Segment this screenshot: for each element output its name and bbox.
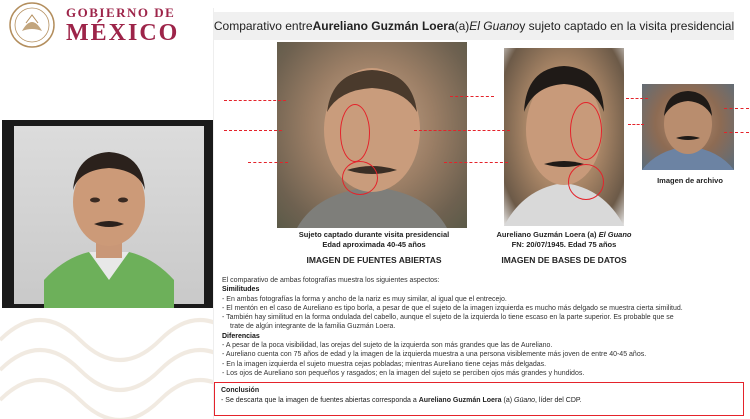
connector-line [450, 96, 494, 97]
similarity-item-cont: trate de algún integrante de la familia Guzmán Loera. [230, 323, 396, 331]
government-header [0, 0, 210, 50]
connector-line [724, 108, 749, 109]
similarities-heading: Similitudes [222, 286, 260, 294]
analysis-text [222, 276, 747, 378]
chin-highlight-db [568, 164, 604, 200]
open-source-caption: Sujeto captado durante visita presidencial Edad aproximada 40-45 años [298, 230, 450, 250]
difference-item: - A pesar de la poca visibilidad, las orejas del sujeto de la izquierda son más grandes que las de Aureliano. [222, 342, 553, 350]
connector-line [224, 130, 282, 131]
conclusion-box [214, 382, 744, 416]
connector-line [248, 162, 288, 163]
conclusion-heading: Conclusión [221, 387, 260, 394]
difference-item: - Aureliano cuenta con 75 años de edad y la imagen de la izquierda muestra a una persona visiblemente más joven de entre 40-45 años. [222, 351, 647, 359]
database-photo [504, 48, 624, 226]
nose-highlight-db [570, 102, 602, 160]
difference-item: - En la imagen izquierda el sujeto muestra cejas pobladas; mientras Aureliano tiene cejas más delgadas. [222, 360, 547, 368]
database-caption: Aureliano Guzmán Loera (a) El Guano FN: 20/07/1945. Edad 75 años [496, 230, 632, 250]
database-label: IMAGEN DE BASES DE DATOS [501, 255, 627, 265]
conclusion-text: - Se descarta que la imagen de fuentes abiertas corresponda a Aureliano Guzmán Loera (a) Güano, líder del CDP. [221, 396, 582, 404]
connector-line [444, 162, 508, 163]
archive-photo [642, 84, 734, 170]
gov-line2: MÉXICO [66, 19, 180, 46]
subject-photo-left [2, 120, 214, 308]
document-title: Comparativo entre Aureliano Guzmán Loera (a) El Guano y sujeto captado en la visita presidencial [214, 12, 734, 40]
similarity-item: - En ambas fotografías la forma y ancho de la nariz es muy similar, al igual que el entrecejo. [222, 295, 507, 303]
intro-text: El comparativo de ambas fotografías muestra los siguientes aspectos: [222, 277, 440, 284]
nose-highlight [340, 104, 370, 162]
similarity-item: - También hay similitud en la forma ondulada del cabello, aunque el sujeto de la izquierda lo tiene escaso en la parte superior. Es probable que se [222, 314, 674, 322]
government-wordmark [66, 6, 179, 45]
connector-line [628, 124, 644, 125]
chin-highlight [342, 161, 378, 195]
open-source-photo [277, 42, 467, 228]
comparison-document [213, 8, 750, 419]
connector-line [626, 98, 648, 99]
connector-line [724, 132, 749, 133]
open-source-label: IMAGEN DE FUENTES ABIERTAS [306, 255, 442, 265]
gov-line1: GOBIERNO DE [66, 4, 176, 20]
archive-caption: Imagen de archivo [657, 176, 723, 185]
connector-line [224, 100, 286, 101]
national-seal-icon [8, 1, 56, 49]
decorative-pattern [0, 310, 215, 419]
similarity-item: - El mentón en el caso de Aureliano es tipo borla, a pesar de que el sujeto de la imagen izquierda es mucho más delgado se muestra cierta similitud. [222, 304, 683, 312]
connector-line [414, 130, 510, 131]
portrait-figure [44, 140, 174, 308]
difference-item: - Los ojos de Aureliano son pequeños y rasgados; en la imagen del sujeto se perciben ojos más grandes y hundidos. [222, 369, 585, 377]
differences-heading: Diferencias [222, 332, 260, 340]
